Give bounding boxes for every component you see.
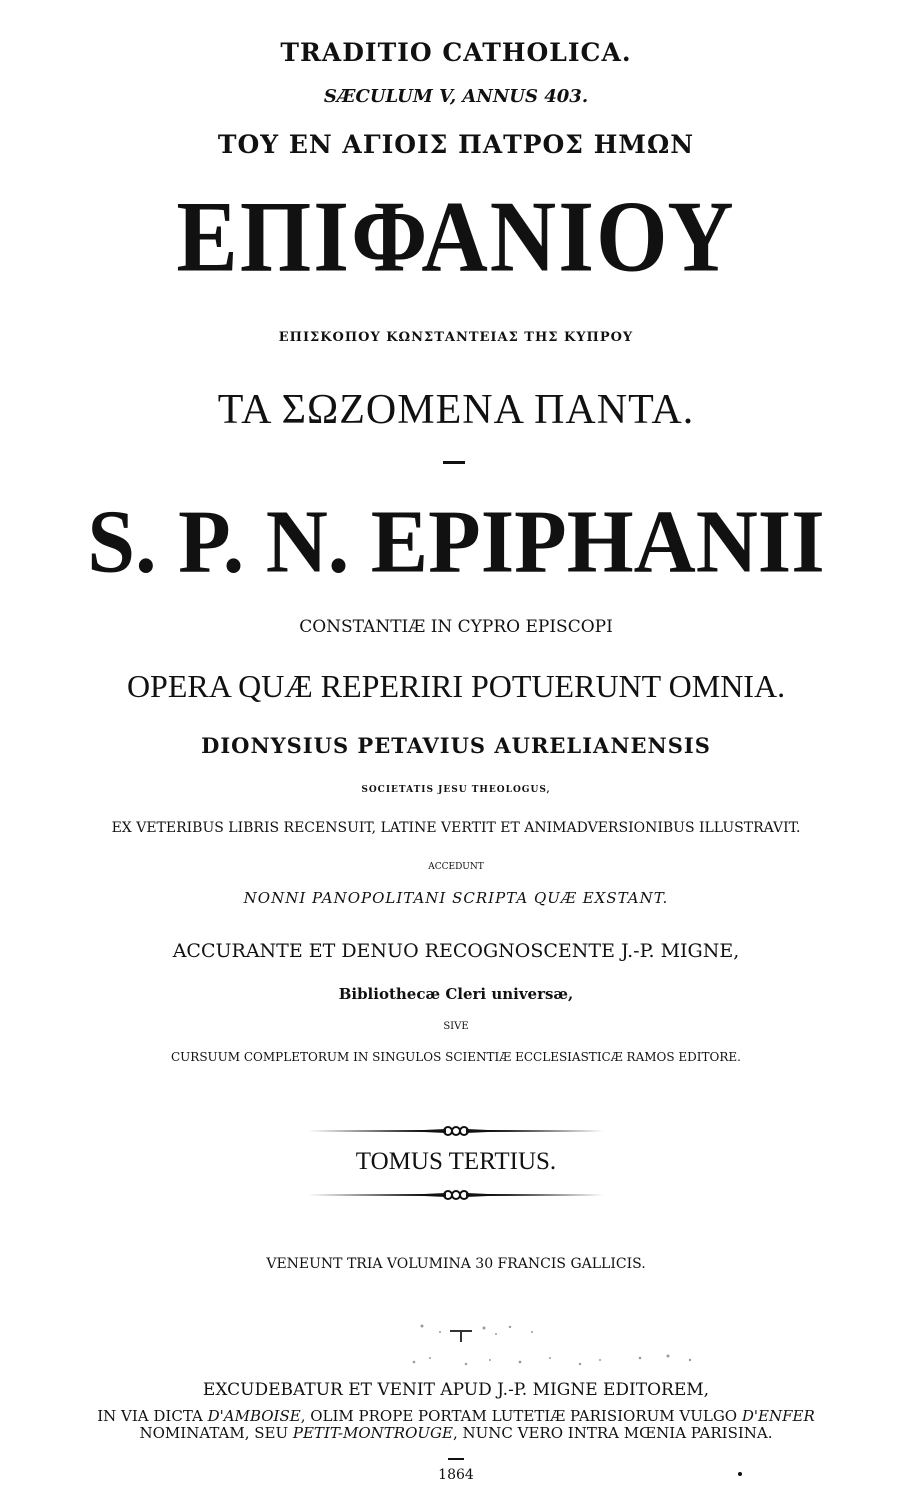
section-divider — [443, 461, 465, 464]
sive-label: SIVE — [443, 1021, 469, 1032]
volume-title: TOMUS TERTIUS. — [355, 1148, 557, 1175]
imprint-line-2 — [0, 1407, 912, 1425]
imprint-line-3-part-c: , NUNC VERO INTRA MŒNIA PARISINA. — [452, 1424, 773, 1442]
era-line: SÆCULUM V, ANNUS 403. — [323, 86, 589, 107]
series-title: TRADITIO CATHOLICA. — [280, 38, 632, 67]
greek-author-office: ΕΠΙΣΚΟΠΟΥ ΚΩΝΣΤΑΝΤΕΙΑΣ ΤΗΣ ΚΥΠΡΟΥ — [278, 330, 634, 345]
bibliotheca-line: Bibliothecæ Cleri universæ, — [338, 985, 574, 1003]
imprint-line-2-part-a: IN VIA DICTA — [97, 1407, 208, 1425]
price-line: VENEUNT TRIA VOLUMINA 30 FRANCIS GALLICIS. — [266, 1256, 646, 1272]
nonnus-line: NONNI PANOPOLITANI SCRIPTA QUÆ EXSTANT. — [243, 889, 669, 907]
greek-works-title: ΤΑ ΣΩΖΟΜΕΝΑ ΠΑΝΤΑ. — [217, 387, 695, 433]
ink-dot — [738, 1472, 742, 1476]
imprint-line-3-part-a: NOMINATAM, SEU — [139, 1424, 293, 1442]
publication-year: 1864 — [438, 1467, 474, 1483]
editor-work: EX VETERIBUS LIBRIS RECENSUIT, LATINE VERTIT ET ANIMADVERSIONIBUS ILLUSTRAVIT. — [111, 820, 801, 836]
imprint-line-2-part-b: D'AMBOISE — [207, 1407, 301, 1425]
imprint-line-2-part-c: , OLIM PROPE PORTAM LUTETIÆ PARISIORUM VULGO — [300, 1407, 742, 1425]
imprint-line-3-part-b: PETIT-MONTROUGE — [292, 1424, 453, 1442]
migne-line: ACCURANTE ET DENUO RECOGNOSCENTE J.-P. MIGNE, — [172, 940, 740, 962]
ornament-rule-bottom — [306, 1188, 606, 1202]
year-divider — [448, 1458, 464, 1460]
imprint-line-1: EXCUDEBATUR ET VENIT APUD J.-P. MIGNE EDITOREM, — [202, 1380, 710, 1400]
faded-library-stamp — [400, 1318, 720, 1378]
imprint-line-3 — [0, 1424, 912, 1442]
cursuum-line: CURSUUM COMPLETORUM IN SINGULOS SCIENTIÆ ECCLESIASTICÆ RAMOS EDITORE. — [171, 1050, 741, 1064]
latin-works-title: OPERA QUÆ REPERIRI POTUERUNT OMNIA. — [126, 668, 786, 704]
editor-name: DIONYSIUS PETAVIUS AURELIANENSIS — [201, 733, 711, 758]
ornament-rule-top — [306, 1124, 606, 1138]
latin-author-name: S. P. N. EPIPHANII — [87, 490, 825, 592]
editor-society: SOCIETATIS JESU THEOLOGUS, — [361, 785, 551, 795]
greek-author-name: ΕΠΙΦΑΝΙΟΥ — [176, 180, 736, 293]
accedunt-label: ACCEDUNT — [428, 862, 484, 872]
imprint-line-2-part-d: D'ENFER — [741, 1407, 815, 1425]
latin-author-office: CONSTANTIÆ IN CYPRO EPISCOPI — [299, 617, 613, 637]
greek-intro: ΤΟΥ ΕΝ ΑΓΙΟΙΣ ΠΑΤΡΟΣ ΗΜΩΝ — [217, 130, 695, 159]
